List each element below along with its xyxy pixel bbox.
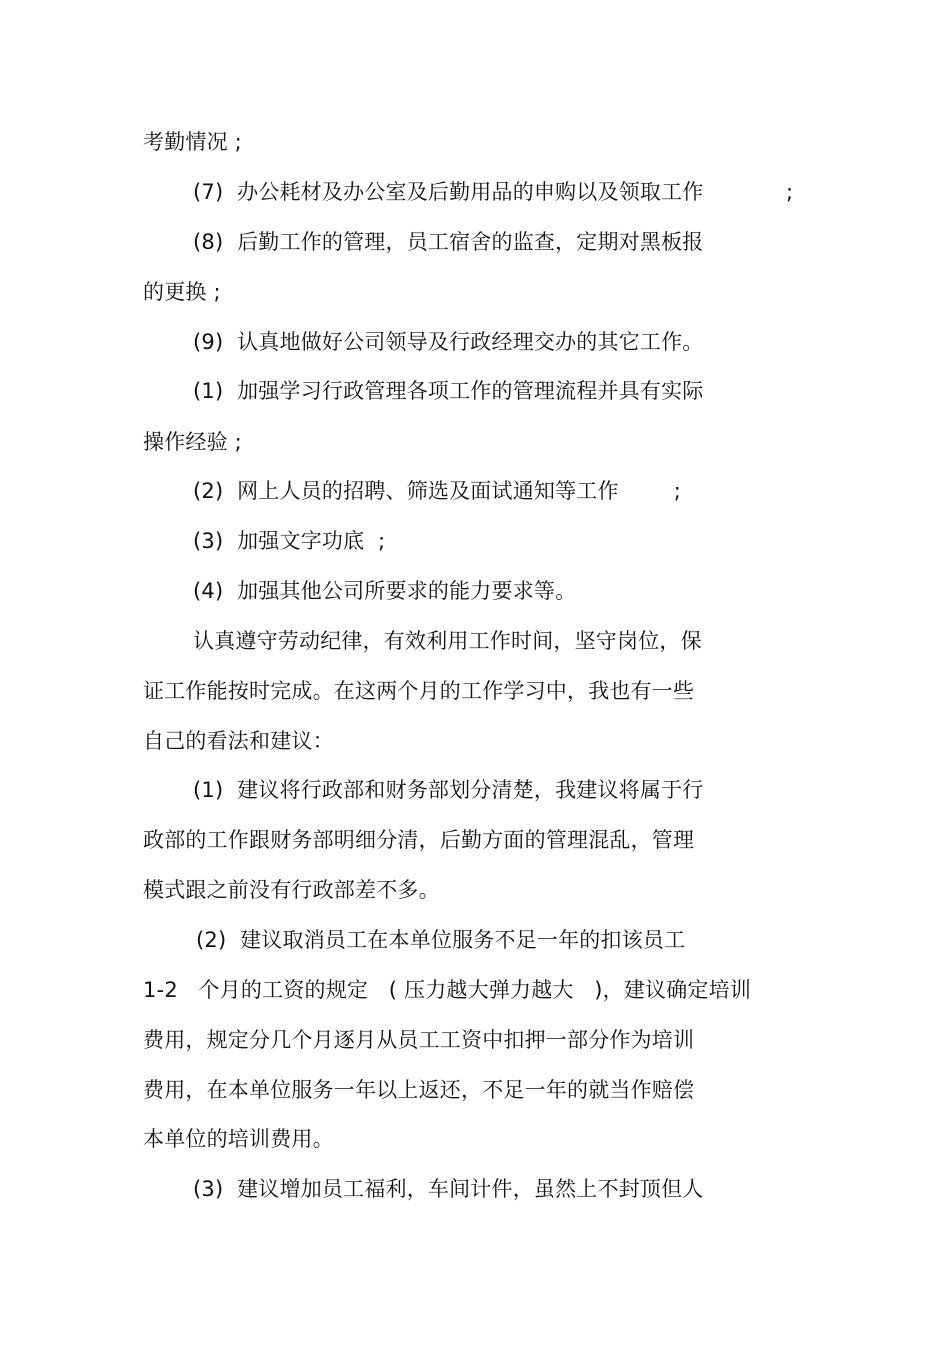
text-line: (1) 建议将行政部和财务部划分清楚，我建议将属于行: [193, 778, 704, 802]
text-line: 费用，规定分几个月逐月从员工工资中扣押一部分作为培训: [143, 1028, 695, 1052]
text-line: (2) 网上人员的招聘、筛选及面试通知等工作 ;: [193, 479, 681, 503]
text-line: (4) 加强其他公司所要求的能力要求等。: [193, 579, 577, 603]
text-line: 证工作能按时完成。在这两个月的工作学习中，我也有一些: [143, 679, 695, 703]
text-line: 1-2 个月的工资的规定 ( 压力越大弹力越大 )，建议确定培训: [143, 978, 752, 1002]
text-line: (9) 认真地做好公司领导及行政经理交办的其它工作。: [193, 330, 704, 354]
text-line: 的更换 ;: [143, 280, 221, 304]
text-line: (1) 加强学习行政管理各项工作的管理流程并具有实际: [193, 379, 704, 403]
text-line: 考勤情况 ;: [143, 130, 242, 154]
text-line: 政部的工作跟财务部明细分清，后勤方面的管理混乱，管理: [143, 828, 695, 852]
text-line: (8) 后勤工作的管理，员工宿舍的监查，定期对黑板报: [193, 230, 704, 254]
text-line: 认真遵守劳动纪律，有效利用工作时间，坚守岗位，保: [193, 629, 702, 653]
text-line: (3) 加强文字功底 ;: [193, 529, 386, 553]
text-line: 模式跟之前没有行政部差不多。: [143, 878, 440, 902]
text-line: (2) 建议取消员工在本单位服务不足一年的扣该员工: [196, 928, 686, 952]
text-line: 本单位的培训费用。: [143, 1127, 334, 1151]
text-line: (3) 建议增加员工福利，车间计件，虽然上不封顶但人: [193, 1177, 704, 1201]
text-line: 费用，在本单位服务一年以上返还，不足一年的就当作赔偿: [143, 1078, 695, 1102]
text-line: 自己的看法和建议：: [143, 729, 334, 753]
text-line: 操作经验 ;: [143, 430, 242, 454]
text-line: (7) 办公耗材及办公室及后勤用品的申购以及领取工作 ;: [193, 180, 794, 204]
